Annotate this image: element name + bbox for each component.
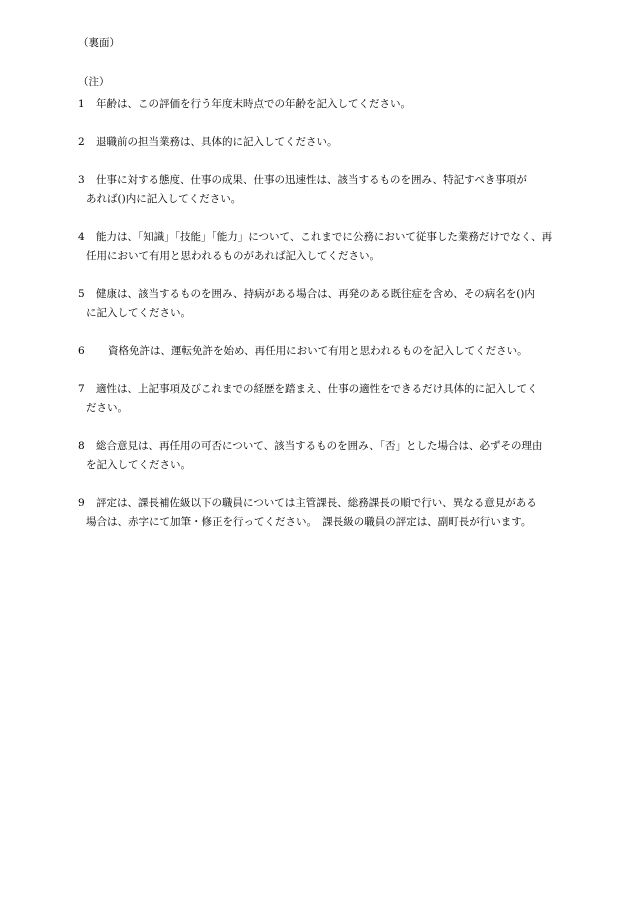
- note-text-continued: ださい。: [86, 402, 128, 414]
- note-text-continued: 場合は、赤字にて加筆・修正を行ってください。 課長級の職員の評定は、副町長が行います。: [86, 516, 532, 528]
- note-text: 健康は、該当するものを囲み、持病がある場合は、再発のある既往症を含め、その病名を()内: [96, 288, 535, 300]
- note-item-3: [78, 171, 568, 209]
- note-number: 4: [78, 231, 85, 243]
- note-number: 8: [78, 440, 85, 452]
- note-number: 1: [78, 98, 85, 110]
- note-text-continued: に記入してください。: [86, 307, 191, 319]
- note-item-9: [78, 494, 568, 532]
- note-text: 年齢は、この評価を行う年度末時点での年齢を記入してください。: [96, 98, 411, 110]
- note-item-4: [78, 228, 568, 266]
- notes-heading: （注）: [78, 76, 110, 88]
- note-text: 仕事に対する態度、仕事の成果、仕事の迅速性は、該当するものを囲み、特記すべき事項が: [96, 174, 527, 186]
- notes-list: [78, 95, 568, 551]
- note-number: 3: [78, 174, 85, 186]
- note-text-continued: あれば()内に記入してください。: [86, 193, 242, 205]
- page-side-label: （裏面）: [78, 37, 120, 49]
- note-number: 7: [78, 383, 85, 395]
- note-number: 6: [78, 345, 85, 357]
- note-text: 評定は、課長補佐級以下の職員については主管課長、総務課長の順で行い、異なる意見がある: [96, 497, 537, 509]
- note-item-1: [78, 95, 568, 114]
- note-item-6: [78, 342, 568, 361]
- note-text: 能力は、「知識」「技能」「能力」について、これまでに公務において従事した業務だけでなく、再: [96, 231, 553, 243]
- note-text-continued: を記入してください。: [86, 459, 191, 471]
- note-item-7: [78, 380, 568, 418]
- note-number: 2: [78, 136, 85, 148]
- note-text: 適性は、上記事項及びこれまでの経歴を踏まえ、仕事の適性をできるだけ具体的に記入してく: [96, 383, 538, 395]
- note-text-continued: 任用において有用と思われるものがあれば記入してください。: [86, 250, 380, 262]
- note-item-2: [78, 133, 568, 152]
- note-item-8: [78, 437, 568, 475]
- note-text: 資格免許は、運転免許を始め、再任用において有用と思われるものを記入してください。: [108, 345, 528, 357]
- note-text: 総合意見は、再任用の可否について、該当するものを囲み、「否」とした場合は、必ずその理由: [96, 440, 543, 452]
- note-text: 退職前の担当業務は、具体的に記入してください。: [96, 136, 338, 148]
- note-item-5: [78, 285, 568, 323]
- note-number: 9: [78, 497, 85, 509]
- note-number: 5: [78, 288, 85, 300]
